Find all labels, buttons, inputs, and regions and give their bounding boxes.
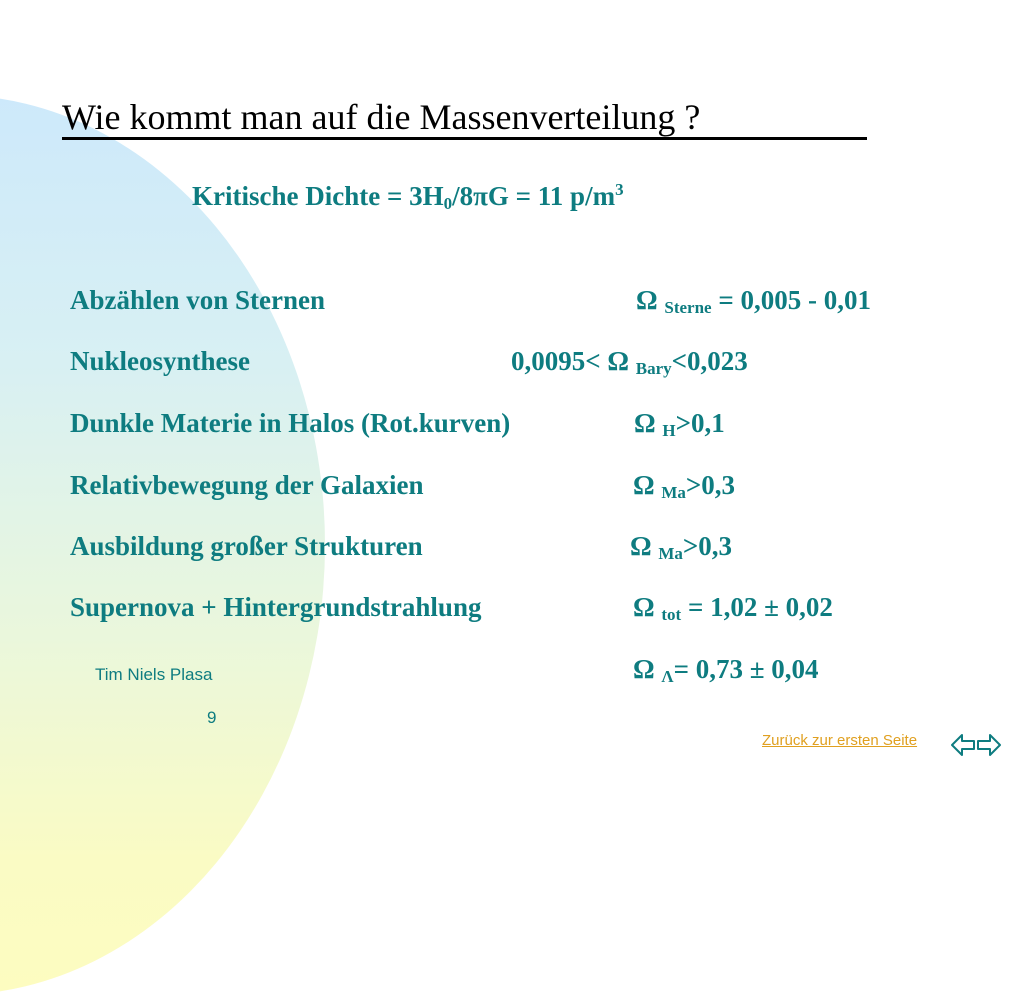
arrow-left-icon[interactable] <box>950 730 976 760</box>
row-value <box>511 346 748 377</box>
list-item <box>70 408 725 440</box>
row-value <box>633 654 819 685</box>
formula-after-pi: G = 11 p/m <box>487 181 616 211</box>
formula-subscript: 0 <box>443 194 453 213</box>
row-label: Relativbewegung der Galaxien <box>70 470 424 500</box>
row-value <box>634 408 725 439</box>
row-value-suffix: = 0,73 ± 0,04 <box>673 654 819 684</box>
omega-subscript: tot <box>661 605 682 624</box>
row-value <box>633 592 833 623</box>
page-title: Wie kommt man auf die Massenverteilung ? <box>62 97 701 137</box>
row-value <box>630 531 732 562</box>
list-item <box>70 346 748 378</box>
row-label: Nukleosynthese <box>70 346 251 376</box>
row-value-suffix: >0,1 <box>675 408 725 438</box>
formula-middle: /8 <box>452 181 474 211</box>
row-value-suffix: = 0,005 - 0,01 <box>711 285 871 315</box>
omega-symbol: Ω <box>633 592 655 622</box>
author-name: Tim Niels Plasa <box>95 665 213 684</box>
row-value <box>636 285 871 316</box>
row-label: Supernova + Hintergrundstrahlung <box>70 592 482 622</box>
omega-symbol: Ω <box>636 285 658 315</box>
omega-subscript: Λ <box>661 667 674 686</box>
omega-symbol: Ω <box>630 531 652 561</box>
row-label: Ausbildung großer Strukturen <box>70 531 423 561</box>
row-value-prefix: 0,0095< <box>511 346 608 376</box>
omega-symbol: Ω <box>633 654 655 684</box>
row-label: Dunkle Materie in Halos (Rot.kurven) <box>70 408 511 438</box>
formula-superscript: 3 <box>615 180 624 199</box>
row-value <box>633 470 735 501</box>
omega-subscript: Ma <box>661 483 686 502</box>
omega-subscript: Ma <box>658 544 683 563</box>
list-item <box>70 285 871 317</box>
pi-symbol: π <box>473 181 488 211</box>
omega-symbol: Ω <box>633 470 655 500</box>
omega-symbol: Ω <box>634 408 656 438</box>
row-value-suffix: >0,3 <box>685 470 736 500</box>
list-item <box>70 592 833 624</box>
page-number: 9 <box>207 708 217 727</box>
critical-density-formula <box>192 181 624 212</box>
omega-subscript: Bary <box>635 359 672 378</box>
row-value-suffix: = 1,02 ± 0,02 <box>681 592 833 622</box>
omega-symbol: Ω <box>607 346 630 376</box>
formula-prefix: Kritische Dichte = 3H <box>192 181 444 211</box>
row-value-suffix: >0,3 <box>682 531 733 561</box>
omega-subscript: Sterne <box>664 298 712 317</box>
list-item <box>70 531 733 563</box>
row-value-suffix: <0,023 <box>671 346 748 376</box>
arrow-right-icon[interactable] <box>976 730 1002 760</box>
title-underline <box>62 137 867 140</box>
back-to-first-page-link[interactable]: Zurück zur ersten Seite <box>762 732 918 749</box>
row-label: Abzählen von Sternen <box>70 285 326 315</box>
list-item <box>70 470 736 502</box>
omega-subscript: H <box>662 421 676 440</box>
